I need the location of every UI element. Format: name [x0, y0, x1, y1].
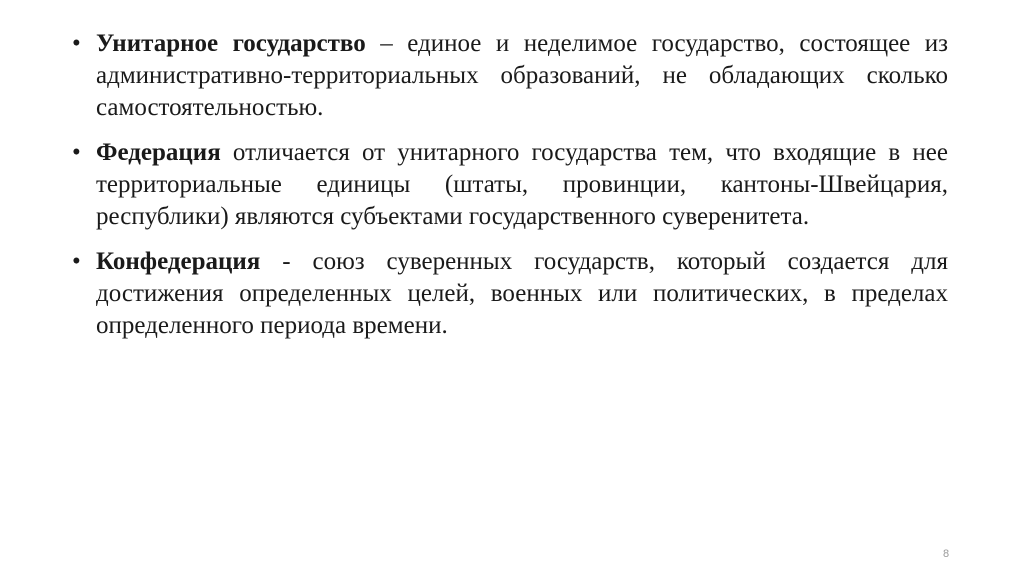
term-unitary-state: Унитарное государство	[96, 30, 366, 57]
definition-confederation: - союз суверенных государств, который создается для достижения определенных целей, военных или политических, в пределах определенного периода времени.	[96, 248, 948, 339]
bullet-list	[72, 28, 948, 355]
bullet-item-unitary-state	[72, 28, 948, 124]
definition-federation: отличается от унитарного государства тем, что входящие в нее территориальные единицы (штаты, провинции, кантоны-Швейцария, республики) являются субъектами государственного суверенитета.	[96, 139, 948, 230]
term-confederation: Конфедерация	[96, 248, 261, 275]
term-federation: Федерация	[96, 139, 221, 166]
bullet-dot-icon: •	[72, 248, 81, 275]
bullet-item-confederation	[72, 246, 948, 342]
page-number: 8	[942, 548, 950, 560]
bullet-item-federation	[72, 137, 948, 233]
bullet-dot-icon: •	[72, 30, 81, 57]
definition-unitary-state: – единое и неделимое государство, состоящее из административно-территориальных образований, не обладающих сколько самостоятельностью.	[96, 30, 949, 121]
bullet-dot-icon: •	[72, 139, 81, 166]
